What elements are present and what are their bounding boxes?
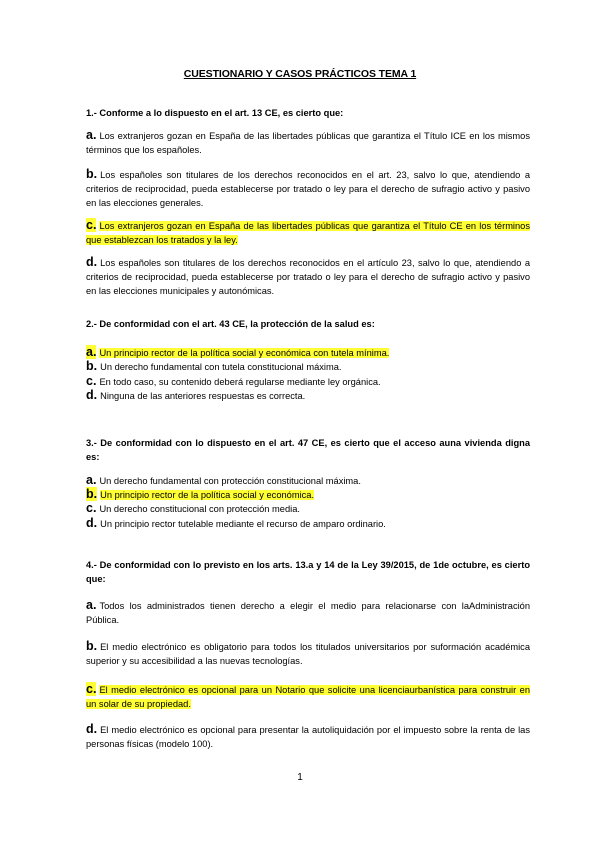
question-3-option-b <box>86 487 530 502</box>
option-text: Un derecho constitucional con protección media. <box>99 504 300 514</box>
question-1-option-b <box>86 167 530 210</box>
option-letter: c. <box>86 682 97 696</box>
question-4-title: 4.- De conformidad con lo previsto en los arts. 13.a y 14 de la Ley 39/2015, de 1de octubre, es cierto que: <box>86 560 530 584</box>
option-letter: d. <box>86 255 98 269</box>
question-4-option-d <box>86 722 530 751</box>
option-text: Los extranjeros gozan en España de las libertades públicas que garantiza el Título CE en los términos que establezcan los tratados y la ley. <box>86 221 530 245</box>
option-text: Ninguna de las anteriores respuestas es correcta. <box>100 391 306 401</box>
page-title: CUESTIONARIO Y CASOS PRÁCTICOS TEMA 1 <box>183 68 417 80</box>
question-1-option-a <box>86 128 530 157</box>
option-text: Un principio rector tutelable mediante el recurso de amparo ordinario. <box>100 519 386 529</box>
question-4-option-c <box>86 682 530 711</box>
question-2-title: 2.- De conformidad con el art. 43 CE, la protección de la salud es: <box>86 319 375 329</box>
option-text: En todo caso, su contenido deberá regularse mediante ley orgánica. <box>99 377 381 387</box>
option-letter: d. <box>86 388 98 402</box>
option-text: Los españoles son titulares de los derechos reconocidos en el artículo 23, salvo lo que, atendiendo a criterios de reciprocidad, pueda establecerse por tratado o ley para el derecho de sufragio activo y pasivo en las elecciones municipales y autonómicas. <box>86 258 530 296</box>
option-text: El medio electrónico es obligatorio para todos los titulados universitarios por suformación académica superior y su accesibilidad a las nuevas tecnologías. <box>86 642 530 666</box>
option-text: Un principio rector de la política social y económica. <box>100 490 315 500</box>
option-letter: a. <box>86 473 97 487</box>
question-3-option-c <box>86 501 530 516</box>
option-text: Los españoles son titulares de los derechos reconocidos en el art. 23, salvo lo que, atendiendo a criterios de reciprocidad, pueda establecerse por tratado o ley para el derecho de sufragio activo y pasivo en las elecciones generales. <box>86 170 530 208</box>
option-text: Un derecho fundamental con tutela constitucional máxima. <box>100 362 342 372</box>
option-letter: b. <box>86 359 98 373</box>
question-3-option-a <box>86 473 530 488</box>
question-1-option-d <box>86 255 530 298</box>
option-text: Un derecho fundamental con protección constitucional máxima. <box>99 476 361 486</box>
option-text: Todos los administrados tienen derecho a elegir el medio para relacionarse con laAdministración Pública. <box>86 601 530 625</box>
option-letter: b. <box>86 639 98 653</box>
option-letter: a. <box>86 128 97 142</box>
option-letter: b. <box>86 487 98 501</box>
option-text: Los extranjeros gozan en España de las libertades públicas que garantiza el Título ICE en los mismos términos que los españoles. <box>86 131 530 155</box>
option-text: El medio electrónico es opcional para un Notario que solicite una licenciaurbanística para construir en un solar de su propiedad. <box>86 685 530 709</box>
option-letter: c. <box>86 374 97 388</box>
option-letter: c. <box>86 501 97 515</box>
question-2-option-c <box>86 374 530 389</box>
option-text: Un principio rector de la política social y económica con tutela mínima. <box>99 348 390 358</box>
question-3-option-d <box>86 516 530 531</box>
option-letter: a. <box>86 598 97 612</box>
option-letter: a. <box>86 345 97 359</box>
question-2-option-d <box>86 388 530 403</box>
option-letter: d. <box>86 722 98 736</box>
page-number: 1 <box>297 772 303 783</box>
option-text: El medio electrónico es opcional para presentar la autoliquidación por el impuesto sobre la renta de las personas físicas (modelo 100). <box>86 725 530 749</box>
question-4-option-a <box>86 598 530 627</box>
option-letter: c. <box>86 218 97 232</box>
question-3-title: 3.- De conformidad con lo dispuesto en el art. 47 CE, es cierto que el acceso auna vivienda digna es: <box>86 438 530 462</box>
question-2-option-a <box>86 345 530 360</box>
question-4-option-b <box>86 639 530 668</box>
option-letter: d. <box>86 516 98 530</box>
question-2-option-b <box>86 359 530 374</box>
question-1-option-c <box>86 218 530 247</box>
option-letter: b. <box>86 167 98 181</box>
question-1-title: 1.- Conforme a lo dispuesto en el art. 13 CE, es cierto que: <box>86 108 344 118</box>
